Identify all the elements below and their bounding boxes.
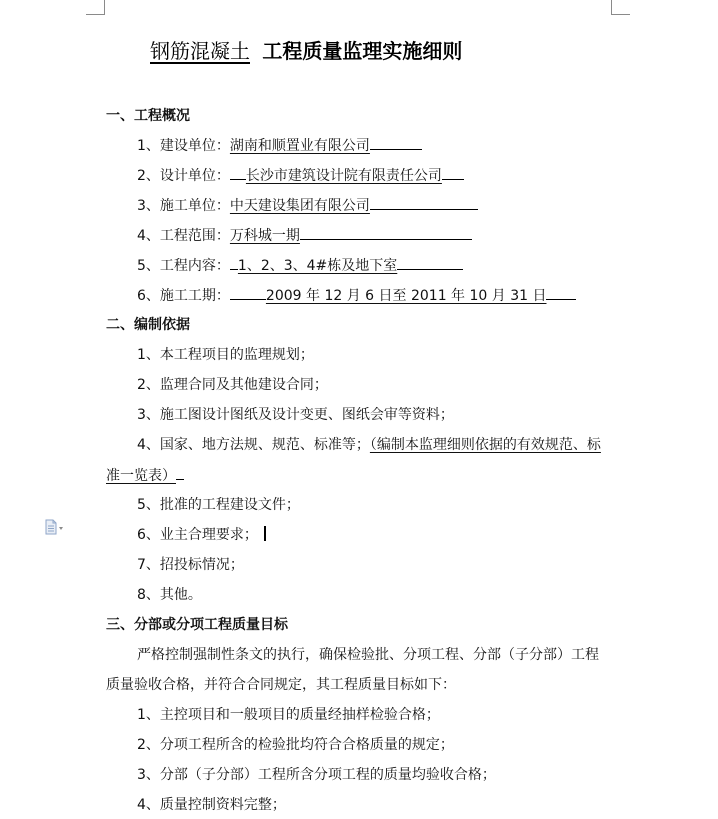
item-label: 1、建设单位： (137, 138, 230, 154)
item-label: 3、施工单位： (137, 198, 230, 214)
section3-heading: 三、分部或分项工程质量目标 (106, 617, 288, 633)
basis-item-4-note-cont (106, 465, 184, 486)
basis-item-5: 5、批准的工程建设文件； (137, 497, 300, 513)
project-item-6 (137, 285, 576, 306)
basis-item-7: 7、招投标情况； (137, 557, 244, 573)
item-value: 湖南和顺置业有限公司 (229, 138, 370, 154)
quality-item-1: 1、主控项目和一般项目的质量经抽样检验合格； (137, 707, 440, 723)
underline-fill (546, 285, 576, 300)
underline-fill (176, 465, 184, 480)
document-title (150, 38, 462, 64)
project-item-1 (137, 135, 422, 156)
basis-item-6-text: 6、业主合理要求； (137, 527, 258, 543)
item-label: 2、设计单位： (137, 168, 230, 184)
item-value: 2009 年 12 月 6 日至 2011 年 10 月 31 日 (265, 288, 547, 304)
basis-item-8: 8、其他。 (137, 587, 202, 603)
underline-fill (442, 165, 464, 180)
basis-item-4-note-line2: 准一览表） (106, 468, 176, 484)
item-label: 4、工程范围： (137, 228, 230, 244)
item-value: 中天建设集团有限公司 (229, 198, 370, 214)
quality-item-4: 4、质量控制资料完整； (137, 797, 286, 813)
underline-fill (397, 255, 463, 270)
title-underlined-part: 钢筋混凝土 (150, 39, 250, 63)
section2-heading: 二、编制依据 (106, 317, 190, 333)
basis-item-6 (137, 525, 266, 545)
underline-fill (370, 135, 422, 150)
text-cursor (264, 526, 266, 541)
section1-heading: 一、工程概况 (106, 108, 190, 124)
project-item-5 (137, 255, 463, 276)
paragraph-options-icon[interactable] (45, 519, 65, 535)
quality-paragraph-line2: 质量验收合格，并符合合同规定，其工程质量目标如下： (106, 677, 456, 693)
quality-item-2: 2、分项工程所含的检验批均符合合格质量的规定； (137, 737, 454, 753)
title-bold-part: 工程质量监理实施细则 (262, 39, 463, 63)
quality-paragraph-line1: 严格控制强制性条文的执行，确保检验批、分项工程、分部（子分部）工程 (137, 647, 599, 663)
basis-item-3: 3、施工图设计图纸及设计变更、图纸会审等资料； (137, 407, 454, 423)
basis-item-2: 2、监理合同及其他建设合同； (137, 377, 328, 393)
underline-fill (370, 195, 478, 210)
project-item-3 (137, 195, 478, 216)
basis-item-4 (137, 435, 601, 455)
underline-fill (300, 225, 472, 240)
underline-fill (230, 285, 266, 300)
project-item-2 (137, 165, 464, 186)
basis-item-4-text: 4、国家、地方法规、规范、标准等； (137, 437, 370, 453)
basis-item-1: 1、本工程项目的监理规划； (137, 347, 314, 363)
item-value: 万科城一期 (229, 228, 300, 244)
item-label: 5、工程内容： (137, 258, 230, 274)
item-value: 1、2、3、4#栋及地下室 (237, 258, 398, 274)
project-item-4 (137, 225, 472, 246)
quality-item-3: 3、分部（子分部）工程所含分项工程的质量均验收合格； (137, 767, 496, 783)
item-label: 6、施工工期： (137, 288, 230, 304)
item-value: 长沙市建筑设计院有限责任公司 (245, 168, 442, 184)
underline-fill (230, 165, 246, 180)
underline-fill (230, 255, 238, 270)
basis-item-4-note: （编制本监理细则依据的有效规范、标 (369, 437, 601, 453)
